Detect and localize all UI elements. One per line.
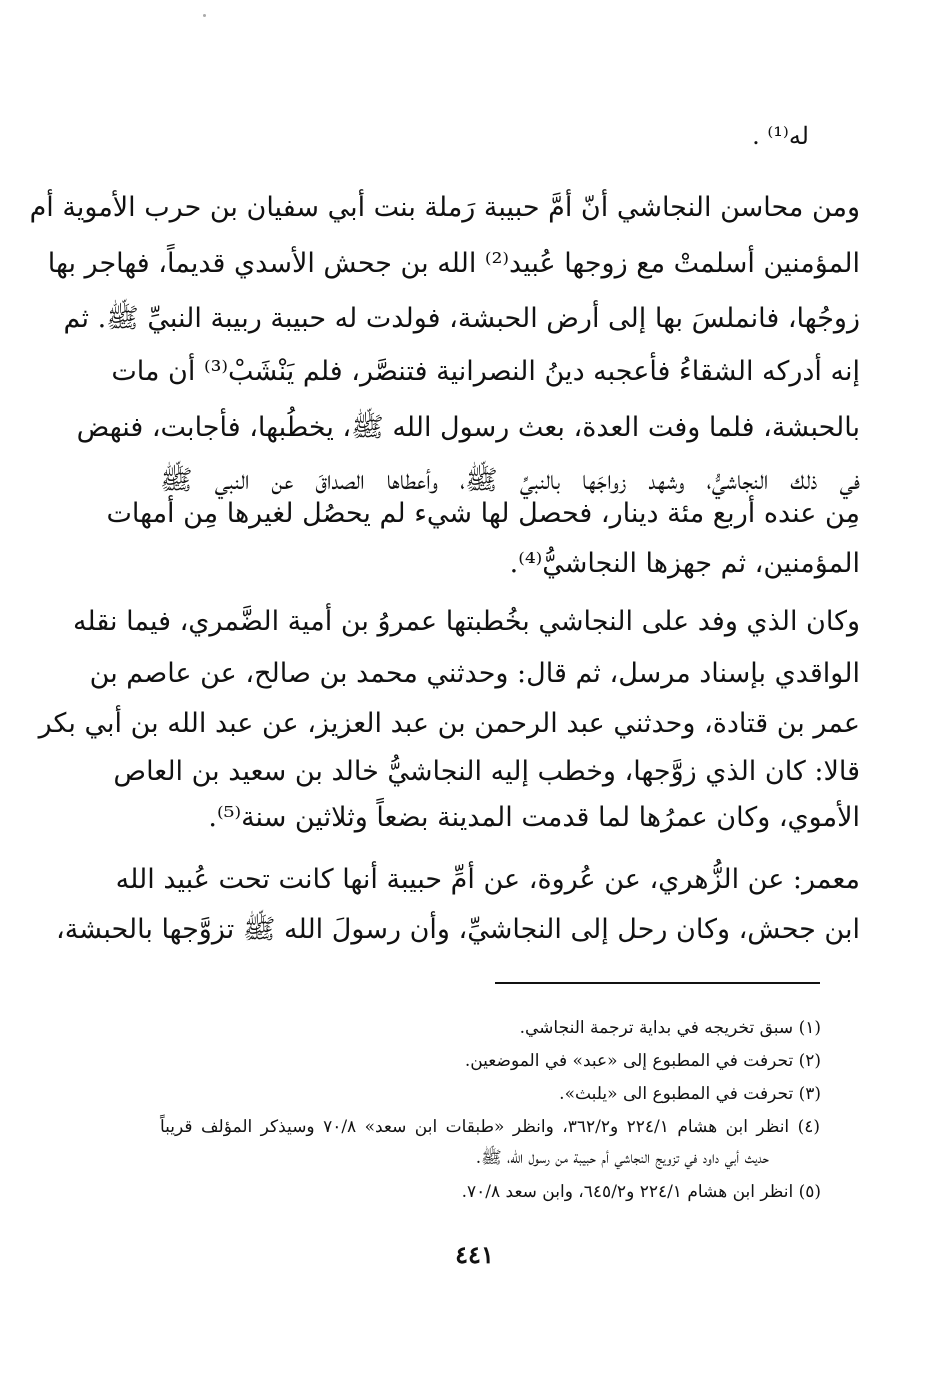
text-line: في ذلك النجاشيُّ، وشهد زواجَها بالنبيِّ ﷺ، وأعطاها الصداقَ عن النبي ﷺ <box>160 465 860 496</box>
text-line-last: الأموي، وكان عمرُها لما قدمت المدينة بضعاً وثلاثين سنة⁽⁵⁾. <box>208 802 860 833</box>
text-line: ابن جحش، وكان رحل إلى النجاشيِّ، وأن رسولَ الله ﷺ تزوَّجها بالحبشة، <box>56 914 860 945</box>
text-line: زوجُها، فانملسَ بها إلى أرض الحبشة، فولدت له حبيبة ربيبة النبيِّ ﷺ. ثم <box>63 303 860 334</box>
text-line: وكان الذي وفد على النجاشي بخُطبتها عمروُ بن أمية الضَّمري، فيما نقله <box>72 606 860 637</box>
text-line: قالا: كان الذي زوَّجها، وخطب إليه النجاشيُّ خالد بن سعيد بن العاص <box>113 756 860 787</box>
footnote-1: (١) سبق تخريجه في بداية ترجمة النجاشي. <box>519 1018 821 1038</box>
footnote-5: (٥) انظر ابن هشام ٢٢٤/١ و٦٤٥/٢، وابن سعد ٧٠/٨. <box>461 1182 821 1202</box>
text-line: معمر: عن الزُّهري، عن عُروة، عن أمِّ حبيبة أنها كانت تحت عُبيد الله <box>115 864 860 895</box>
scan-dot <box>203 14 206 17</box>
carryover-line: له⁽¹⁾ . <box>752 122 809 150</box>
text-line: إنه أدركه الشقاءُ فأعجبه دينُ النصرانية فتنصَّر، فلم يَنْشَبْ⁽³⁾ أن مات <box>111 356 860 387</box>
footnote-4-continued: حديث أبي داود في تزويج النجاشي أم حبيبة من رسول الله، ﷺ. <box>475 1148 769 1168</box>
page-number: ٤٤١ <box>455 1240 494 1269</box>
text-line-last: المؤمنين، ثم جهزها النجاشيُّ⁽⁴⁾. <box>509 548 860 579</box>
text-line: ومن محاسن النجاشي أنّ أمَّ حبيبة رَملة بنت أبي سفيان بن حرب الأموية أم <box>29 192 860 223</box>
footnote-2: (٢) تحرفت في المطبوع إلى «عبد» في الموضعين. <box>464 1051 821 1071</box>
footnote-3: (٣) تحرفت في المطبوع الى «يلبث». <box>559 1084 821 1104</box>
text-line: عمر بن قتادة، وحدثني عبد الرحمن بن عبد العزيز، عن عبد الله بن أبي بكر <box>38 708 860 739</box>
text-line: المؤمنين أسلمتْ مع زوجها عُبيد⁽²⁾ الله بن جحش الأسدي قديماً، فهاجر بها <box>47 248 860 279</box>
footnote-separator <box>495 982 820 984</box>
footnote-4: (٤) انظر ابن هشام ٢٢٤/١ و٣٦٢/٢، وانظر «طبقات ابن سعد» ٧٠/٨ وسيذكر المؤلف قريباً <box>160 1117 820 1137</box>
text-line: مِن عنده أربع مئة دينار، فحصل لها شيء لم يحصُل لغيرها مِن أمهات <box>106 498 860 529</box>
text-line: بالحبشة، فلما وفت العدة، بعث رسول الله ﷺ، يخطُبها، فأجابت، فنهض <box>76 412 860 443</box>
text-line: الواقدي بإسناد مرسل، ثم قال: وحدثني محمد بن صالح، عن عاصم بن <box>89 658 860 689</box>
